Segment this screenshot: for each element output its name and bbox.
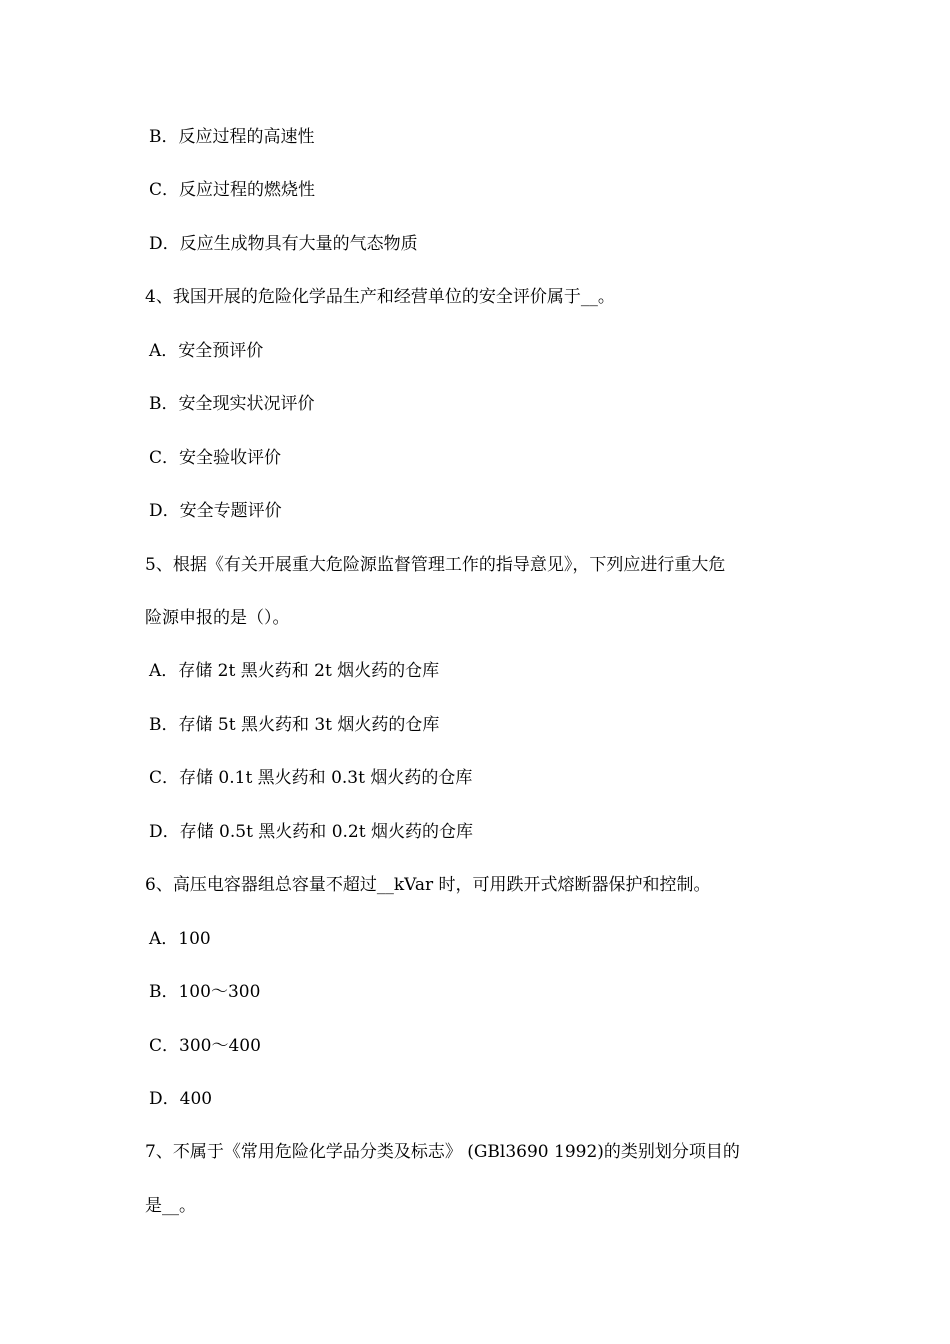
option-6d: D．400 — [149, 1089, 213, 1109]
option-4c: C．安全验收评价 — [149, 448, 282, 468]
question-5-line-1: 5、根据《有关开展重大危险源监督管理工作的指导意见》，下列应进行重大危 — [145, 555, 726, 575]
option-4b: B．安全现实状况评价 — [149, 394, 315, 414]
option-5c: C．存储 0.1t 黑火药和 0.3t 烟火药的仓库 — [149, 768, 473, 788]
option-6c: C．300～400 — [149, 1036, 261, 1056]
option-3d: D．反应生成物具有大量的气态物质 — [149, 234, 418, 254]
option-4a: A．安全预评价 — [149, 341, 264, 361]
option-6b: B．100～300 — [149, 982, 261, 1002]
option-3c: C．反应过程的燃烧性 — [149, 180, 316, 200]
question-7-line-2: 是__。 — [145, 1196, 196, 1216]
question-4: 4、我国开展的危险化学品生产和经营单位的安全评价属于__。 — [145, 287, 615, 307]
option-6a: A．100 — [149, 929, 211, 949]
option-5d: D．存储 0.5t 黑火药和 0.2t 烟火药的仓库 — [149, 822, 473, 842]
question-5-line-2: 险源申报的是（）。 — [145, 608, 290, 628]
option-3b: B．反应过程的高速性 — [149, 127, 315, 147]
question-7-line-1: 7、不属于《常用危险化学品分类及标志》 (GBl3690 1992)的类别划分项目的 — [145, 1142, 740, 1162]
option-4d: D．安全专题评价 — [149, 501, 282, 521]
question-6: 6、高压电容器组总容量不超过__kVar 时，可用跌开式熔断器保护和控制。 — [145, 875, 711, 895]
option-5b: B．存储 5t 黑火药和 3t 烟火药的仓库 — [149, 715, 440, 735]
option-5a: A．存储 2t 黑火药和 2t 烟火药的仓库 — [149, 661, 440, 681]
